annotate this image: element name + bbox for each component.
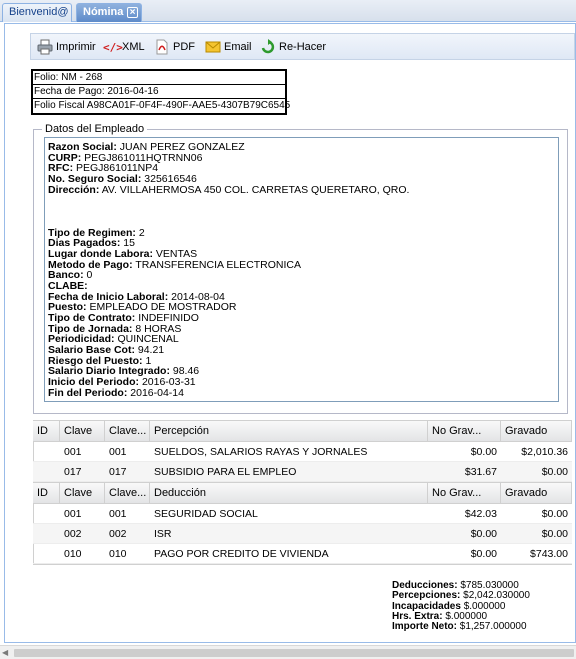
cell-clave: 002 <box>64 528 82 540</box>
field-value: 0 <box>86 269 93 282</box>
table-row[interactable] <box>33 524 572 544</box>
fiscal-folio: Folio Fiscal A98CA01F-0F4F-490F-AAE5-4307B79C6545 <box>34 100 291 111</box>
col-clave[interactable]: Clave <box>60 483 105 504</box>
field-value: TRANSFERENCIA ELECTRONICA <box>135 258 302 271</box>
cell-gravado: $0.00 <box>541 508 568 520</box>
deductions-grid <box>33 482 572 564</box>
field-value: PEGJ861011HQTRNN06 <box>84 151 203 164</box>
totals-summary <box>392 581 530 632</box>
employee-field <box>48 195 555 206</box>
field-label: Lugar donde Labora: <box>48 247 153 260</box>
field-value: 94.21 <box>137 344 165 357</box>
field-label: Salario Diario Integrado: <box>48 365 170 378</box>
code-icon <box>103 39 123 55</box>
total-line <box>392 622 530 632</box>
cell-id <box>33 462 60 482</box>
cell-concept: ISR <box>154 528 172 540</box>
field-label: Dirección: <box>48 183 100 196</box>
table-row[interactable] <box>33 544 572 564</box>
col-perception[interactable]: Percepción <box>150 421 428 442</box>
pdf-icon <box>154 39 170 55</box>
cell-clave-sat: 017 <box>109 466 127 478</box>
col-deduction[interactable]: Deducción <box>150 483 428 504</box>
cell-gravado: $2,010.36 <box>521 446 568 458</box>
employee-field <box>48 260 555 271</box>
field-value: INDEFINIDO <box>138 312 199 324</box>
printer-icon <box>37 39 53 55</box>
field-value: 15 <box>123 237 135 250</box>
cell-clave: 017 <box>64 466 82 478</box>
cell-concept: SUELDOS, SALARIOS RAYAS Y JORNALES <box>154 446 368 458</box>
cell-no-gravado: $31.67 <box>464 466 497 478</box>
print-button[interactable] <box>37 39 99 55</box>
total-value: $.000000 <box>463 600 506 612</box>
table-row[interactable] <box>33 462 572 482</box>
scroll-left-icon[interactable]: ◀ <box>2 648 9 657</box>
folio-number: Folio: NM - 268 <box>33 71 285 85</box>
employee-details <box>44 137 559 402</box>
cell-clave: 001 <box>64 508 82 520</box>
cell-clave-sat: 002 <box>109 528 127 540</box>
field-label: Salario Base Cot: <box>48 344 135 357</box>
payment-date: Fecha de Pago: 2016-04-16 <box>33 85 285 99</box>
cell-no-gravado: $42.03 <box>464 508 497 520</box>
pdf-label: PDF <box>173 41 195 53</box>
field-value: 98.46 <box>172 365 200 378</box>
employee-field <box>48 270 555 281</box>
field-label: Riesgo del Puesto: <box>48 354 143 367</box>
total-label: Percepciones: <box>392 590 461 602</box>
field-value: PEGJ861011NP4 <box>76 162 159 175</box>
col-gravado[interactable]: Gravado <box>501 421 572 442</box>
cell-concept: SEGURIDAD SOCIAL <box>154 508 258 520</box>
field-value: 2016-03-31 <box>141 376 196 389</box>
cell-gravado: $743.00 <box>530 548 568 560</box>
cell-concept: PAGO POR CREDITO DE VIVIENDA <box>154 548 329 560</box>
col-clave-sat[interactable]: Clave... <box>105 421 150 442</box>
employee-field <box>48 185 555 196</box>
field-value: 2014-08-04 <box>171 290 225 303</box>
field-label: CURP: <box>48 151 82 164</box>
total-value: $1,257.000000 <box>459 621 527 633</box>
field-label: Metodo de Pago: <box>48 258 133 271</box>
pdf-button[interactable] <box>154 39 199 55</box>
field-value: 1 <box>145 354 152 367</box>
svg-text:</>: </> <box>103 41 123 54</box>
table-row[interactable] <box>33 442 572 462</box>
field-label: Tipo de Regimen: <box>48 226 136 239</box>
total-label: Incapacidades <box>392 600 461 612</box>
col-id[interactable]: ID <box>33 421 60 442</box>
print-label: Imprimir <box>56 41 96 53</box>
col-id[interactable]: ID <box>33 483 60 504</box>
field-value: JUAN PEREZ GONZALEZ <box>119 141 245 153</box>
toolbar <box>30 33 575 60</box>
cell-id <box>33 524 60 544</box>
cell-clave: 010 <box>64 548 82 560</box>
field-label: Inicio del Periodo: <box>48 376 140 389</box>
folio-box <box>31 69 291 115</box>
field-value: QUINCENAL <box>117 333 179 346</box>
field-label: No. Seguro Social: <box>48 173 142 186</box>
field-label: Tipo de Contrato: <box>48 312 136 324</box>
tab-nomina[interactable] <box>76 3 142 22</box>
tab-bar <box>0 0 576 22</box>
xml-button[interactable] <box>103 39 148 55</box>
field-label: CLABE: <box>48 279 88 292</box>
employee-field <box>48 206 555 217</box>
horizontal-scrollbar[interactable] <box>0 645 576 659</box>
cell-no-gravado: $0.00 <box>470 446 497 458</box>
total-value: $785.030000 <box>460 580 519 591</box>
email-button[interactable] <box>205 39 255 55</box>
grid-header <box>33 420 572 442</box>
col-clave[interactable]: Clave <box>60 421 105 442</box>
envelope-icon <box>205 39 221 55</box>
field-value: EMPLEADO DE MOSTRADOR <box>89 301 237 314</box>
cell-clave-sat: 001 <box>109 508 127 520</box>
cell-id <box>33 544 60 564</box>
perceptions-grid <box>33 420 572 482</box>
field-label: Fecha de Inicio Laboral: <box>48 290 169 303</box>
field-label: Periodicidad: <box>48 333 115 346</box>
redo-button[interactable] <box>260 39 326 55</box>
refresh-icon <box>260 39 276 55</box>
field-label: Banco: <box>48 269 84 282</box>
cell-clave-sat: 010 <box>109 548 127 560</box>
col-clave-sat[interactable]: Clave... <box>105 483 150 504</box>
employee-field <box>48 388 555 399</box>
total-value: $2,042.030000 <box>463 590 530 602</box>
scroll-thumb[interactable] <box>14 649 574 657</box>
field-label: Razon Social: <box>48 141 117 153</box>
tab-label: Nómina <box>83 6 124 18</box>
redo-label: Re-Hacer <box>279 41 327 53</box>
field-value: AV. VILLAHERMOSA 450 COL. CARRETAS QUERETARO, QRO. <box>101 183 410 196</box>
field-value: 2016-04-14 <box>130 386 184 399</box>
cell-clave-sat: 001 <box>109 446 127 458</box>
cell-id <box>33 442 60 462</box>
field-label: Fin del Periodo: <box>48 386 128 399</box>
cell-no-gravado: $0.00 <box>470 528 497 540</box>
table-row[interactable] <box>33 504 572 524</box>
field-label: RFC: <box>48 162 74 175</box>
col-no-gravado[interactable]: No Grav... <box>428 421 501 442</box>
cell-clave: 001 <box>64 446 82 458</box>
cell-concept: SUBSIDIO PARA EL EMPLEO <box>154 466 297 478</box>
cell-id <box>33 504 60 524</box>
field-value: 2 <box>138 226 145 239</box>
total-label: Hrs. Extra: <box>392 610 443 622</box>
grid-header <box>33 482 572 504</box>
field-value: 8 HORAS <box>135 322 182 335</box>
close-icon[interactable]: × <box>127 7 138 18</box>
tab-label: Bienvenid@ <box>9 6 69 18</box>
col-gravado[interactable]: Gravado <box>501 483 572 504</box>
total-label: Deducciones: <box>392 580 458 591</box>
field-label: Puesto: <box>48 301 87 314</box>
tab-bienvenido[interactable] <box>2 3 72 22</box>
email-label: Email <box>224 41 252 53</box>
cell-gravado: $0.00 <box>541 466 568 478</box>
field-value: VENTAS <box>155 247 198 260</box>
field-value: 325616546 <box>144 173 197 186</box>
total-value: $.000000 <box>445 610 488 622</box>
employee-legend: Datos del Empleado <box>42 123 147 136</box>
cell-gravado: $0.00 <box>541 528 568 540</box>
field-label: Tipo de Jornada: <box>48 322 133 335</box>
col-no-gravado[interactable]: No Grav... <box>428 483 501 504</box>
total-label: Importe Neto: <box>392 621 457 633</box>
cell-no-gravado: $0.00 <box>470 548 497 560</box>
xml-label: XML <box>122 41 145 53</box>
field-label: Dias Pagados: <box>48 237 121 250</box>
